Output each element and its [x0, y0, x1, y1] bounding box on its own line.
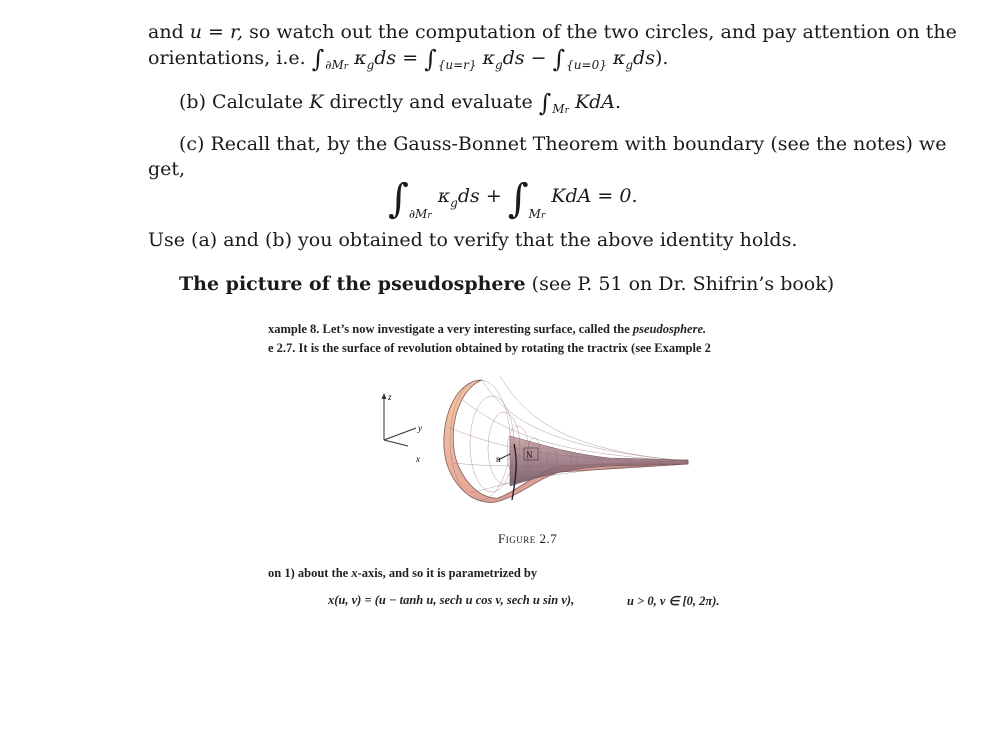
part-c-line-1: (c) Recall that, by the Gauss-Bonnet Theorem with boundary (see the notes) we: [179, 133, 947, 155]
axes-diagram: [370, 388, 440, 468]
paragraph-line-2: orientations, i.e. $\int_{\partial Mr}$ $\kappa_gds = \int_{\{u=r\}}$ $\kappa_gds - \int_{\{u=0\}}$ $\kappa_gds$).: [148, 45, 669, 73]
part-c-line-2: get,: [148, 158, 186, 180]
scan-line-1: xample 8. Let’s now investigate a very interesting surface, called the pseudosphere.: [268, 322, 707, 336]
math-u-eq-r: u = r,: [189, 21, 244, 43]
paragraph-line-1: and u = r, so watch out the computation of the two circles, and pay attention on the: [148, 21, 957, 43]
parameter-domain: u > 0, v ∈ [0, 2π).: [627, 594, 720, 608]
axis-y-label: y: [418, 423, 422, 433]
picture-heading: The picture of the pseudosphere (see P. 51 on Dr. Shifrin’s book): [179, 273, 835, 295]
label-N: N: [526, 450, 533, 460]
axis-z-label: z: [388, 392, 392, 402]
gauss-bonnet-equation: $\int_{\partial Mr}$ $\kappa_gds + \int_{Mr}$ KdA = 0.: [388, 176, 638, 222]
axis-x-label: x: [416, 454, 420, 464]
scan-line-3: on 1) about the x-axis, and so it is parametrized by: [268, 566, 538, 580]
scan-line-2: e 2.7. It is the surface of revolution obtained by rotating the tractrix (see Example 2: [268, 341, 711, 355]
use-instruction: Use (a) and (b) you obtained to verify that the above identity holds.: [148, 229, 798, 251]
figure-caption: Figure 2.7: [498, 531, 558, 546]
label-n: n: [496, 454, 501, 464]
math-boundary-identity: $\int_{\partial Mr}$ $\kappa_gds = \int_{\{u=r\}}$ $\kappa_gds - \int_{\{u=0\}}$ $\kappa_gds$).: [311, 45, 669, 73]
parametrization: x(u, v) = (u − tanh u, sech u cos v, sech u sin v),: [328, 593, 575, 607]
part-b: (b) Calculate K directly and evaluate $\int_{Mr}$ KdA.: [179, 89, 622, 117]
pseudosphere-figure: [440, 368, 695, 513]
pseudosphere-bell: [444, 380, 688, 502]
